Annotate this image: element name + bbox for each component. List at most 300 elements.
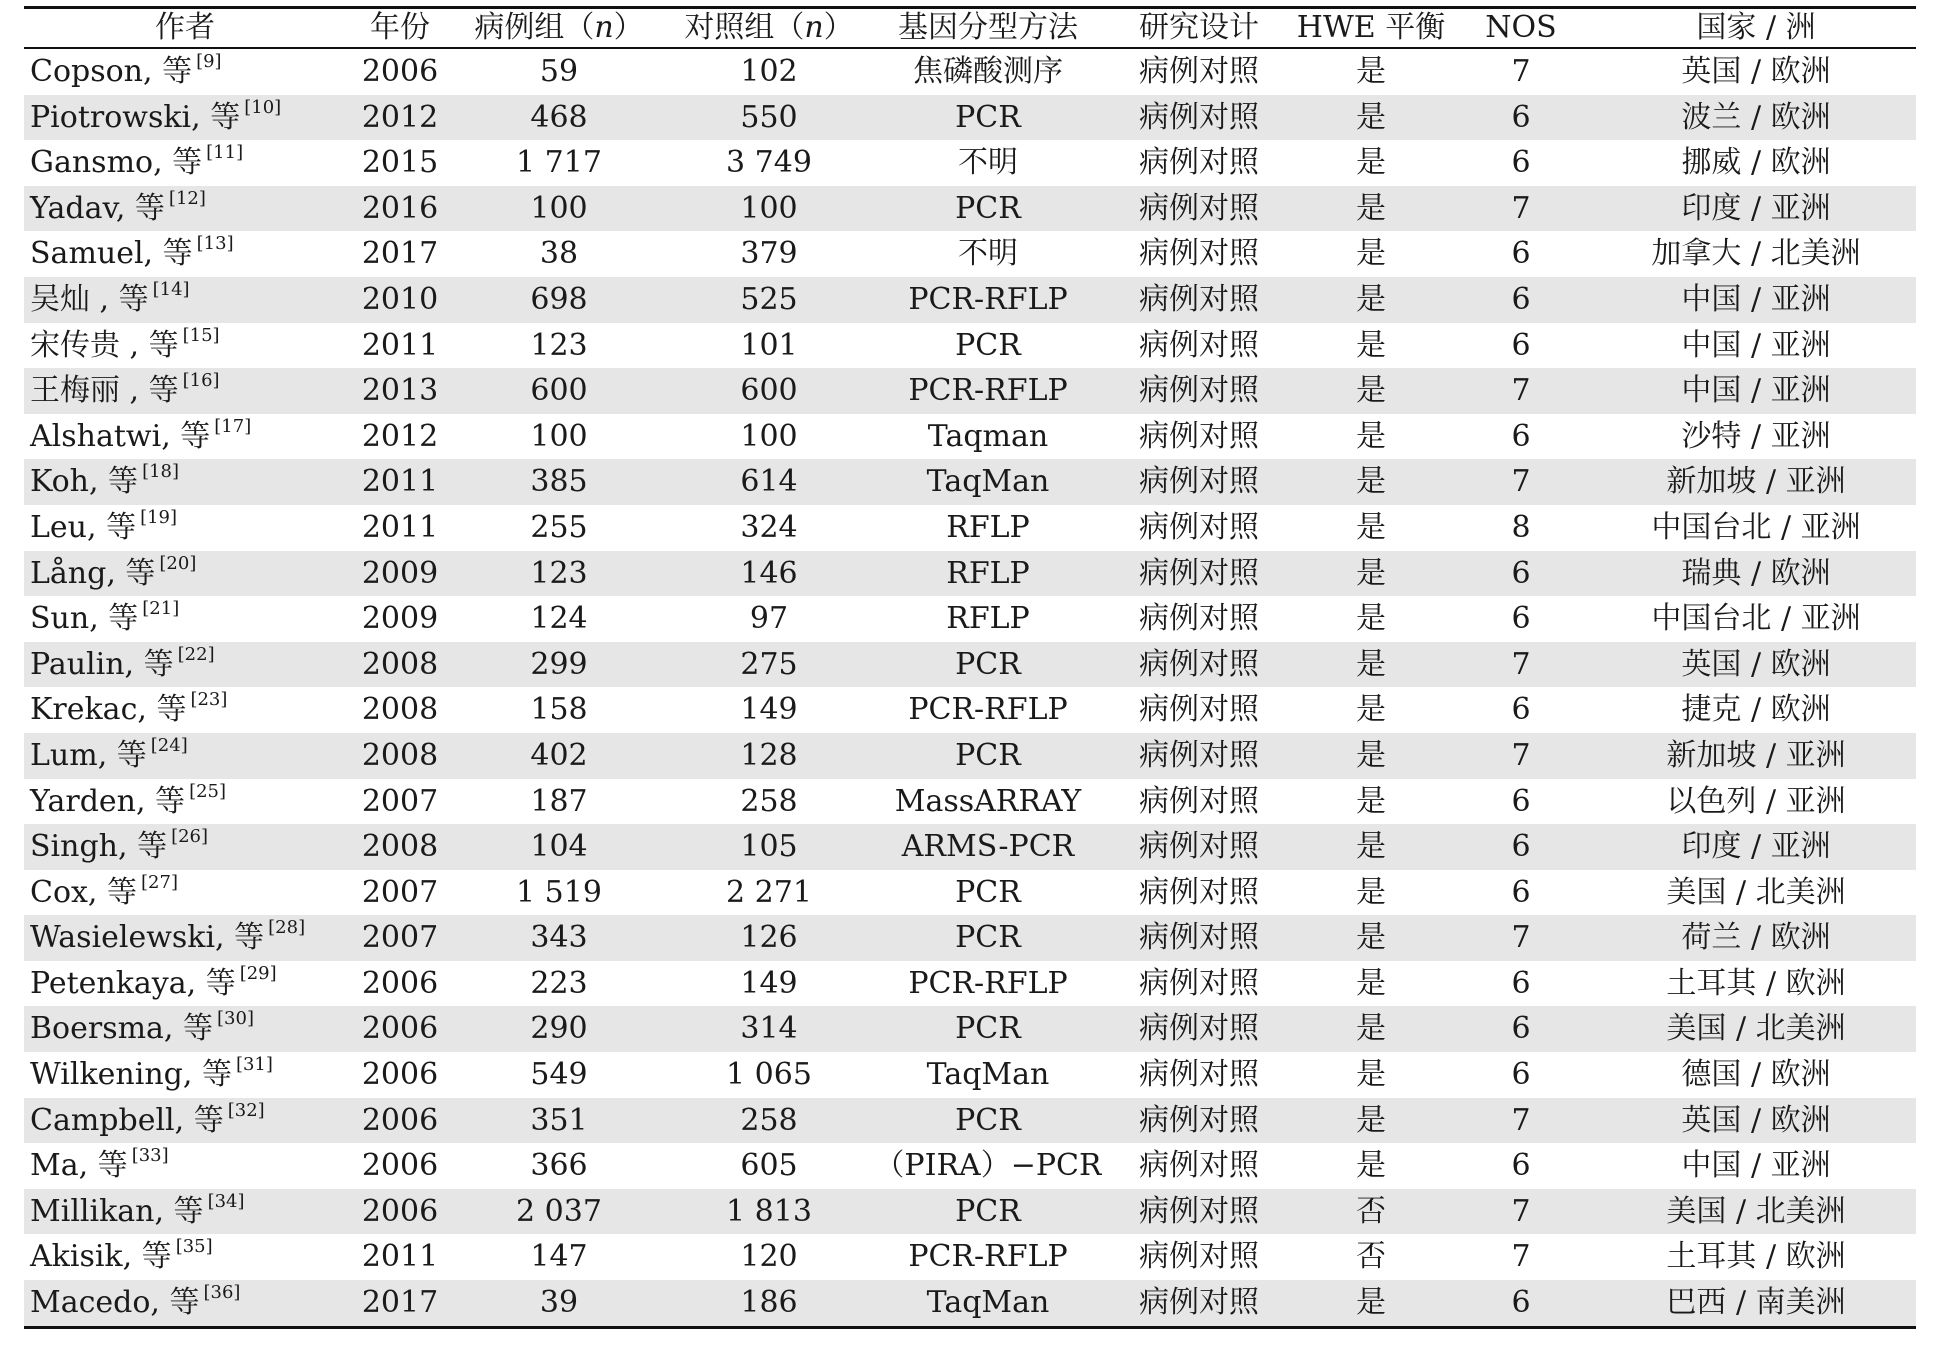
- cell-hwe: 是: [1296, 1098, 1446, 1144]
- cell-control-count: 102: [740, 54, 798, 89]
- cell-hwe: 是: [1356, 236, 1386, 272]
- cell-nos: 7: [1446, 459, 1596, 505]
- cell-genotyping-method: ARMS-PCR: [874, 824, 1102, 870]
- cell-case-count: 104: [454, 824, 664, 870]
- cell-nos: 6: [1511, 1057, 1531, 1093]
- cell-hwe: 是: [1296, 186, 1446, 232]
- reference-number: [17]: [214, 415, 252, 437]
- header-method: 基因分型方法: [874, 8, 1102, 49]
- cell-study-design: 病例对照: [1139, 692, 1259, 728]
- cell-nos: 6: [1446, 1280, 1596, 1327]
- cell-hwe: 是: [1356, 783, 1386, 819]
- cell-nos: 6: [1511, 236, 1531, 272]
- cell-country-continent: 中国台北 / 亚洲: [1651, 509, 1861, 545]
- cell-study-design: 病例对照: [1102, 459, 1296, 505]
- reference-number: [29]: [239, 962, 277, 984]
- cell-country-continent: 土耳其 / 欧洲: [1666, 965, 1846, 1001]
- cell-case-count: 402: [454, 733, 664, 779]
- cell-country-continent: 中国 / 亚洲: [1681, 327, 1831, 363]
- cell-hwe: 是: [1356, 874, 1386, 910]
- cell-control-count: 550: [664, 95, 874, 141]
- reference-number: [32]: [227, 1099, 265, 1121]
- cell-country-continent: 中国台北 / 亚洲: [1651, 601, 1861, 637]
- cell-study-design: 病例对照: [1139, 1148, 1259, 1184]
- cell-year: 2012: [361, 418, 439, 454]
- cell-hwe: 是: [1296, 824, 1446, 870]
- cell-genotyping-method: PCR-RFLP: [908, 1239, 1068, 1275]
- cell-hwe: 是: [1356, 965, 1386, 1001]
- table-body: [24, 48, 1916, 1327]
- cell-case-count: 549: [530, 1057, 588, 1093]
- table-row: [24, 1189, 1916, 1235]
- cell-genotyping-method: PCR: [874, 642, 1102, 688]
- author-name: 吴灿 , 等: [30, 281, 149, 317]
- cell-country-continent: 美国 / 北美洲: [1596, 1189, 1916, 1235]
- cell-year: 2008: [346, 733, 454, 779]
- table-row: [24, 551, 1916, 597]
- cell-author: [24, 186, 346, 232]
- cell-control-count: 128: [664, 733, 874, 779]
- header-control-suffix: ）: [823, 10, 854, 45]
- table-row: [24, 95, 1916, 141]
- cell-hwe: 是: [1296, 95, 1446, 141]
- author-name: Sun, 等: [30, 601, 139, 637]
- cell-year: 2012: [346, 95, 454, 141]
- cell-country-continent: 巴西 / 南美洲: [1596, 1280, 1916, 1327]
- cell-control-count: 120: [740, 1239, 798, 1275]
- cell-genotyping-method: PCR: [874, 915, 1102, 961]
- cell-hwe: 是: [1356, 601, 1386, 637]
- cell-case-count: 343: [454, 915, 664, 961]
- cell-year: 2011: [346, 459, 454, 505]
- table-row: [24, 733, 1916, 779]
- cell-nos: 6: [1511, 1148, 1531, 1184]
- cell-hwe: 是: [1296, 642, 1446, 688]
- cell-author: [24, 824, 346, 870]
- cell-control-count: 186: [664, 1280, 874, 1327]
- cell-year: 2009: [346, 551, 454, 597]
- reference-number: [20]: [159, 552, 197, 574]
- reference-number: [24]: [150, 734, 188, 756]
- cell-nos: 6: [1511, 692, 1531, 728]
- cell-author: [24, 1098, 346, 1144]
- reference-number: [22]: [177, 643, 215, 665]
- cell-nos: 7: [1446, 186, 1596, 232]
- author-name: 王梅丽 , 等: [30, 373, 179, 409]
- table-row: [24, 368, 1916, 414]
- cell-study-design: 病例对照: [1102, 1189, 1296, 1235]
- cell-study-design: 病例对照: [1102, 1098, 1296, 1144]
- cell-hwe: 是: [1296, 277, 1446, 323]
- cell-case-count: 124: [530, 601, 588, 637]
- cell-control-count: 379: [740, 236, 798, 272]
- cell-year: 2017: [346, 1280, 454, 1327]
- author-name: Piotrowski, 等: [30, 99, 241, 135]
- cell-control-count: 1 065: [726, 1057, 812, 1093]
- cell-control-count: 258: [740, 783, 798, 819]
- cell-year: 2008: [361, 692, 439, 728]
- cell-country-continent: 英国 / 欧洲: [1681, 54, 1831, 89]
- cell-nos: 6: [1446, 95, 1596, 141]
- cell-study-design: 病例对照: [1102, 277, 1296, 323]
- cell-nos: 6: [1446, 551, 1596, 597]
- cell-year: 2015: [361, 145, 439, 181]
- cell-author: [24, 687, 346, 733]
- cell-author: [24, 459, 346, 505]
- cell-author: [24, 1006, 346, 1052]
- reference-number: [13]: [196, 233, 234, 255]
- cell-author: [24, 231, 346, 277]
- cell-case-count: 698: [454, 277, 664, 323]
- cell-control-count: 2 271: [726, 874, 812, 910]
- reference-number: [28]: [268, 917, 306, 939]
- cell-genotyping-method: RFLP: [946, 601, 1030, 637]
- author-name: Boersma, 等: [30, 1011, 214, 1047]
- author-name: Ma, 等: [30, 1148, 128, 1184]
- cell-country-continent: 德国 / 欧洲: [1681, 1057, 1831, 1093]
- cell-case-count: 123: [454, 551, 664, 597]
- cell-genotyping-method: PCR: [874, 95, 1102, 141]
- cell-study-design: 病例对照: [1139, 965, 1259, 1001]
- cell-year: 2007: [361, 874, 439, 910]
- author-name: Leu, 等: [30, 509, 137, 545]
- cell-nos: 6: [1511, 783, 1531, 819]
- cell-genotyping-method: PCR: [874, 186, 1102, 232]
- cell-country-continent: 中国 / 亚洲: [1596, 368, 1916, 414]
- cell-year: 2011: [361, 327, 439, 363]
- cell-case-count: 38: [539, 236, 579, 272]
- cell-case-count: 299: [454, 642, 664, 688]
- cell-case-count: 366: [530, 1148, 588, 1184]
- header-control-prefix: 对照组（: [684, 10, 805, 45]
- cell-nos: 6: [1446, 1006, 1596, 1052]
- cell-study-design: 病例对照: [1139, 145, 1259, 181]
- cell-country-continent: 荷兰 / 欧洲: [1596, 915, 1916, 961]
- reference-number: [31]: [235, 1054, 273, 1076]
- cell-study-design: 病例对照: [1102, 186, 1296, 232]
- cell-study-design: 病例对照: [1102, 551, 1296, 597]
- table-row: [24, 1143, 1916, 1189]
- cell-study-design: 病例对照: [1102, 1280, 1296, 1327]
- author-name: Campbell, 等: [30, 1102, 224, 1138]
- cell-control-count: 1 813: [664, 1189, 874, 1235]
- cell-case-count: 123: [530, 327, 588, 363]
- cell-control-count: 525: [664, 277, 874, 323]
- author-name: Yarden, 等: [30, 783, 186, 819]
- cell-year: 2007: [346, 915, 454, 961]
- cell-hwe: 否: [1296, 1189, 1446, 1235]
- cell-author: [24, 414, 346, 460]
- cell-genotyping-method: PCR-RFLP: [874, 368, 1102, 414]
- cell-study-design: 病例对照: [1102, 915, 1296, 961]
- reference-number: [10]: [244, 96, 282, 118]
- header-country: 国家 / 洲: [1596, 8, 1916, 49]
- cell-author: [24, 551, 346, 597]
- cell-study-design: 病例对照: [1102, 733, 1296, 779]
- reference-number: [21]: [142, 598, 180, 620]
- cell-nos: 7: [1446, 368, 1596, 414]
- author-name: Paulin, 等: [30, 646, 174, 682]
- header-design: 研究设计: [1102, 8, 1296, 49]
- author-name: Krekac, 等: [30, 692, 187, 728]
- cell-author: [24, 733, 346, 779]
- author-name: Koh, 等: [30, 464, 139, 500]
- cell-control-count: 3 749: [726, 145, 812, 181]
- cell-country-continent: 加拿大 / 北美洲: [1651, 236, 1861, 272]
- author-name: Copson, 等: [30, 54, 193, 89]
- header-author: 作者: [24, 8, 346, 49]
- cell-genotyping-method: 不明: [958, 236, 1018, 272]
- study-characteristics-table-container: [24, 6, 1916, 1329]
- cell-hwe: 是: [1296, 915, 1446, 961]
- cell-study-design: 病例对照: [1102, 642, 1296, 688]
- cell-case-count: 187: [530, 783, 588, 819]
- author-name: Alshatwi, 等: [30, 418, 211, 454]
- cell-year: 2006: [346, 1098, 454, 1144]
- table-row: [24, 915, 1916, 961]
- cell-nos: 6: [1446, 824, 1596, 870]
- cell-author: [24, 48, 346, 95]
- cell-author: [24, 642, 346, 688]
- reference-number: [9]: [196, 51, 222, 72]
- cell-hwe: 是: [1296, 368, 1446, 414]
- cell-case-count: 468: [454, 95, 664, 141]
- cell-country-continent: 土耳其 / 欧洲: [1666, 1239, 1846, 1275]
- cell-country-continent: 挪威 / 欧洲: [1681, 145, 1831, 181]
- cell-nos: 7: [1511, 54, 1531, 89]
- cell-nos: 7: [1511, 1239, 1531, 1275]
- cell-nos: 7: [1446, 1189, 1596, 1235]
- cell-author: [24, 1052, 346, 1098]
- cell-study-design: 病例对照: [1139, 418, 1259, 454]
- cell-year: 2013: [346, 368, 454, 414]
- cell-hwe: 是: [1296, 459, 1446, 505]
- cell-nos: 7: [1446, 915, 1596, 961]
- cell-nos: 6: [1511, 145, 1531, 181]
- author-name: Wasielewski, 等: [30, 920, 265, 956]
- cell-hwe: 是: [1356, 1148, 1386, 1184]
- header-case-prefix: 病例组（: [474, 10, 595, 45]
- reference-number: [19]: [140, 506, 178, 528]
- cell-genotyping-method: 焦磷酸测序: [913, 54, 1063, 89]
- cell-control-count: 614: [664, 459, 874, 505]
- cell-author: [24, 505, 346, 551]
- cell-study-design: 病例对照: [1139, 1239, 1259, 1275]
- table-row: [24, 642, 1916, 688]
- cell-case-count: 351: [454, 1098, 664, 1144]
- reference-number: [27]: [141, 871, 178, 893]
- cell-country-continent: 波兰 / 欧洲: [1596, 95, 1916, 141]
- cell-year: 2009: [361, 601, 439, 637]
- reference-number: [26]: [171, 826, 209, 848]
- reference-number: [11]: [206, 142, 244, 164]
- cell-control-count: 149: [740, 965, 798, 1001]
- cell-case-count: 600: [454, 368, 664, 414]
- cell-control-count: 314: [664, 1006, 874, 1052]
- cell-study-design: 病例对照: [1102, 368, 1296, 414]
- table-row: [24, 48, 1916, 95]
- header-control-group: [664, 8, 874, 49]
- table-row: [24, 140, 1916, 186]
- reference-number: [35]: [175, 1236, 213, 1258]
- cell-year: 2006: [346, 1189, 454, 1235]
- cell-year: 2007: [361, 783, 439, 819]
- cell-nos: 6: [1511, 601, 1531, 637]
- author-name: Macedo, 等: [30, 1285, 200, 1321]
- cell-case-count: 39: [454, 1280, 664, 1327]
- author-name: Singh, 等: [30, 829, 168, 865]
- cell-case-count: 290: [454, 1006, 664, 1052]
- cell-case-count: 385: [454, 459, 664, 505]
- table-row: [24, 779, 1916, 825]
- cell-author: [24, 915, 346, 961]
- cell-case-count: 1 519: [516, 874, 602, 910]
- cell-country-continent: 中国 / 亚洲: [1681, 1148, 1831, 1184]
- cell-genotyping-method: PCR: [874, 1098, 1102, 1144]
- cell-hwe: 是: [1356, 1057, 1386, 1093]
- cell-study-design: 病例对照: [1139, 54, 1259, 89]
- table-row: [24, 414, 1916, 460]
- cell-control-count: 146: [664, 551, 874, 597]
- cell-author: [24, 870, 346, 916]
- table-row: [24, 687, 1916, 733]
- cell-author: [24, 1143, 346, 1189]
- cell-country-continent: 印度 / 亚洲: [1596, 824, 1916, 870]
- cell-hwe: 是: [1356, 145, 1386, 181]
- cell-year: 2010: [346, 277, 454, 323]
- cell-genotyping-method: RFLP: [946, 509, 1030, 545]
- cell-year: 2016: [346, 186, 454, 232]
- cell-year: 2006: [346, 1006, 454, 1052]
- author-name: 宋传贵 , 等: [30, 327, 179, 363]
- cell-hwe: 是: [1296, 733, 1446, 779]
- cell-control-count: 324: [740, 509, 798, 545]
- cell-genotyping-method: TaqMan: [874, 1280, 1102, 1327]
- cell-author: [24, 596, 346, 642]
- header-nos: NOS: [1446, 8, 1596, 49]
- cell-genotyping-method: PCR: [955, 327, 1021, 363]
- cell-genotyping-method: PCR-RFLP: [908, 965, 1068, 1001]
- reference-number: [33]: [131, 1145, 169, 1167]
- cell-country-continent: 沙特 / 亚洲: [1681, 418, 1831, 454]
- cell-nos: 7: [1446, 1098, 1596, 1144]
- header-year: 年份: [346, 8, 454, 49]
- table-row: [24, 1052, 1916, 1098]
- cell-year: 2017: [361, 236, 439, 272]
- cell-author: [24, 779, 346, 825]
- author-name: Gansmo, 等: [30, 145, 203, 181]
- cell-study-design: 病例对照: [1139, 874, 1259, 910]
- header-hwe: HWE 平衡: [1296, 8, 1446, 49]
- cell-year: 2006: [361, 1148, 439, 1184]
- cell-nos: 6: [1446, 277, 1596, 323]
- cell-hwe: 是: [1356, 327, 1386, 363]
- cell-case-count: 59: [539, 54, 579, 89]
- cell-genotyping-method: PCR-RFLP: [874, 277, 1102, 323]
- header-case-suffix: ）: [613, 10, 644, 45]
- reference-number: [18]: [142, 461, 180, 483]
- cell-case-count: 147: [530, 1239, 588, 1275]
- cell-study-design: 病例对照: [1139, 327, 1259, 363]
- cell-nos: 6: [1511, 418, 1531, 454]
- cell-year: 2011: [361, 1239, 439, 1275]
- cell-control-count: 600: [664, 368, 874, 414]
- cell-author: [24, 1280, 346, 1327]
- cell-hwe: 是: [1296, 551, 1446, 597]
- header-row: [24, 8, 1916, 49]
- cell-country-continent: 美国 / 北美洲: [1596, 1006, 1916, 1052]
- cell-author: [24, 323, 346, 369]
- cell-author: [24, 140, 346, 186]
- cell-nos: 7: [1446, 642, 1596, 688]
- cell-genotyping-method: PCR-RFLP: [908, 692, 1068, 728]
- cell-control-count: 605: [740, 1148, 798, 1184]
- cell-author: [24, 368, 346, 414]
- author-name: Wilkening, 等: [30, 1057, 232, 1093]
- cell-country-continent: 英国 / 欧洲: [1596, 642, 1916, 688]
- cell-case-count: 100: [454, 186, 664, 232]
- cell-author: [24, 95, 346, 141]
- table-row: [24, 1006, 1916, 1052]
- reference-number: [36]: [203, 1282, 241, 1304]
- cell-country-continent: 以色列 / 亚洲: [1666, 783, 1846, 819]
- cell-genotyping-method: 不明: [958, 145, 1018, 181]
- cell-author: [24, 961, 346, 1007]
- cell-year: 2006: [361, 54, 439, 89]
- cell-hwe: 是: [1356, 54, 1386, 89]
- table-row: [24, 231, 1916, 277]
- cell-hwe: 是: [1356, 418, 1386, 454]
- cell-hwe: 是: [1356, 509, 1386, 545]
- cell-nos: 6: [1511, 327, 1531, 363]
- cell-year: 2008: [346, 642, 454, 688]
- table-row: [24, 277, 1916, 323]
- reference-number: [16]: [182, 370, 220, 392]
- table-row: [24, 1280, 1916, 1327]
- reference-number: [15]: [182, 324, 220, 346]
- reference-number: [25]: [189, 780, 227, 802]
- cell-hwe: 是: [1356, 692, 1386, 728]
- cell-study-design: 病例对照: [1139, 509, 1259, 545]
- cell-nos: 7: [1446, 733, 1596, 779]
- author-name: Akisik, 等: [30, 1239, 172, 1275]
- reference-number: [23]: [190, 689, 228, 711]
- cell-author: [24, 1189, 346, 1235]
- cell-hwe: 是: [1296, 1280, 1446, 1327]
- cell-control-count: 100: [740, 418, 798, 454]
- cell-genotyping-method: MassARRAY: [894, 783, 1082, 819]
- table-row: [24, 1234, 1916, 1280]
- table-header: [24, 8, 1916, 49]
- cell-hwe: 否: [1356, 1239, 1386, 1275]
- cell-genotyping-method: PCR: [874, 733, 1102, 779]
- cell-control-count: 149: [740, 692, 798, 728]
- author-name: Lum, 等: [30, 737, 147, 773]
- cell-year: 2006: [361, 965, 439, 1001]
- cell-study-design: 病例对照: [1102, 95, 1296, 141]
- cell-country-continent: 新加坡 / 亚洲: [1596, 733, 1916, 779]
- cell-control-count: 275: [664, 642, 874, 688]
- reference-number: [14]: [152, 278, 190, 300]
- header-case-n: n: [594, 10, 614, 45]
- cell-year: 2008: [346, 824, 454, 870]
- cell-hwe: 是: [1296, 1006, 1446, 1052]
- cell-genotyping-method: PCR: [874, 1006, 1102, 1052]
- study-characteristics-table: [24, 6, 1916, 1329]
- cell-control-count: 258: [664, 1098, 874, 1144]
- cell-author: [24, 277, 346, 323]
- cell-case-count: 223: [530, 965, 588, 1001]
